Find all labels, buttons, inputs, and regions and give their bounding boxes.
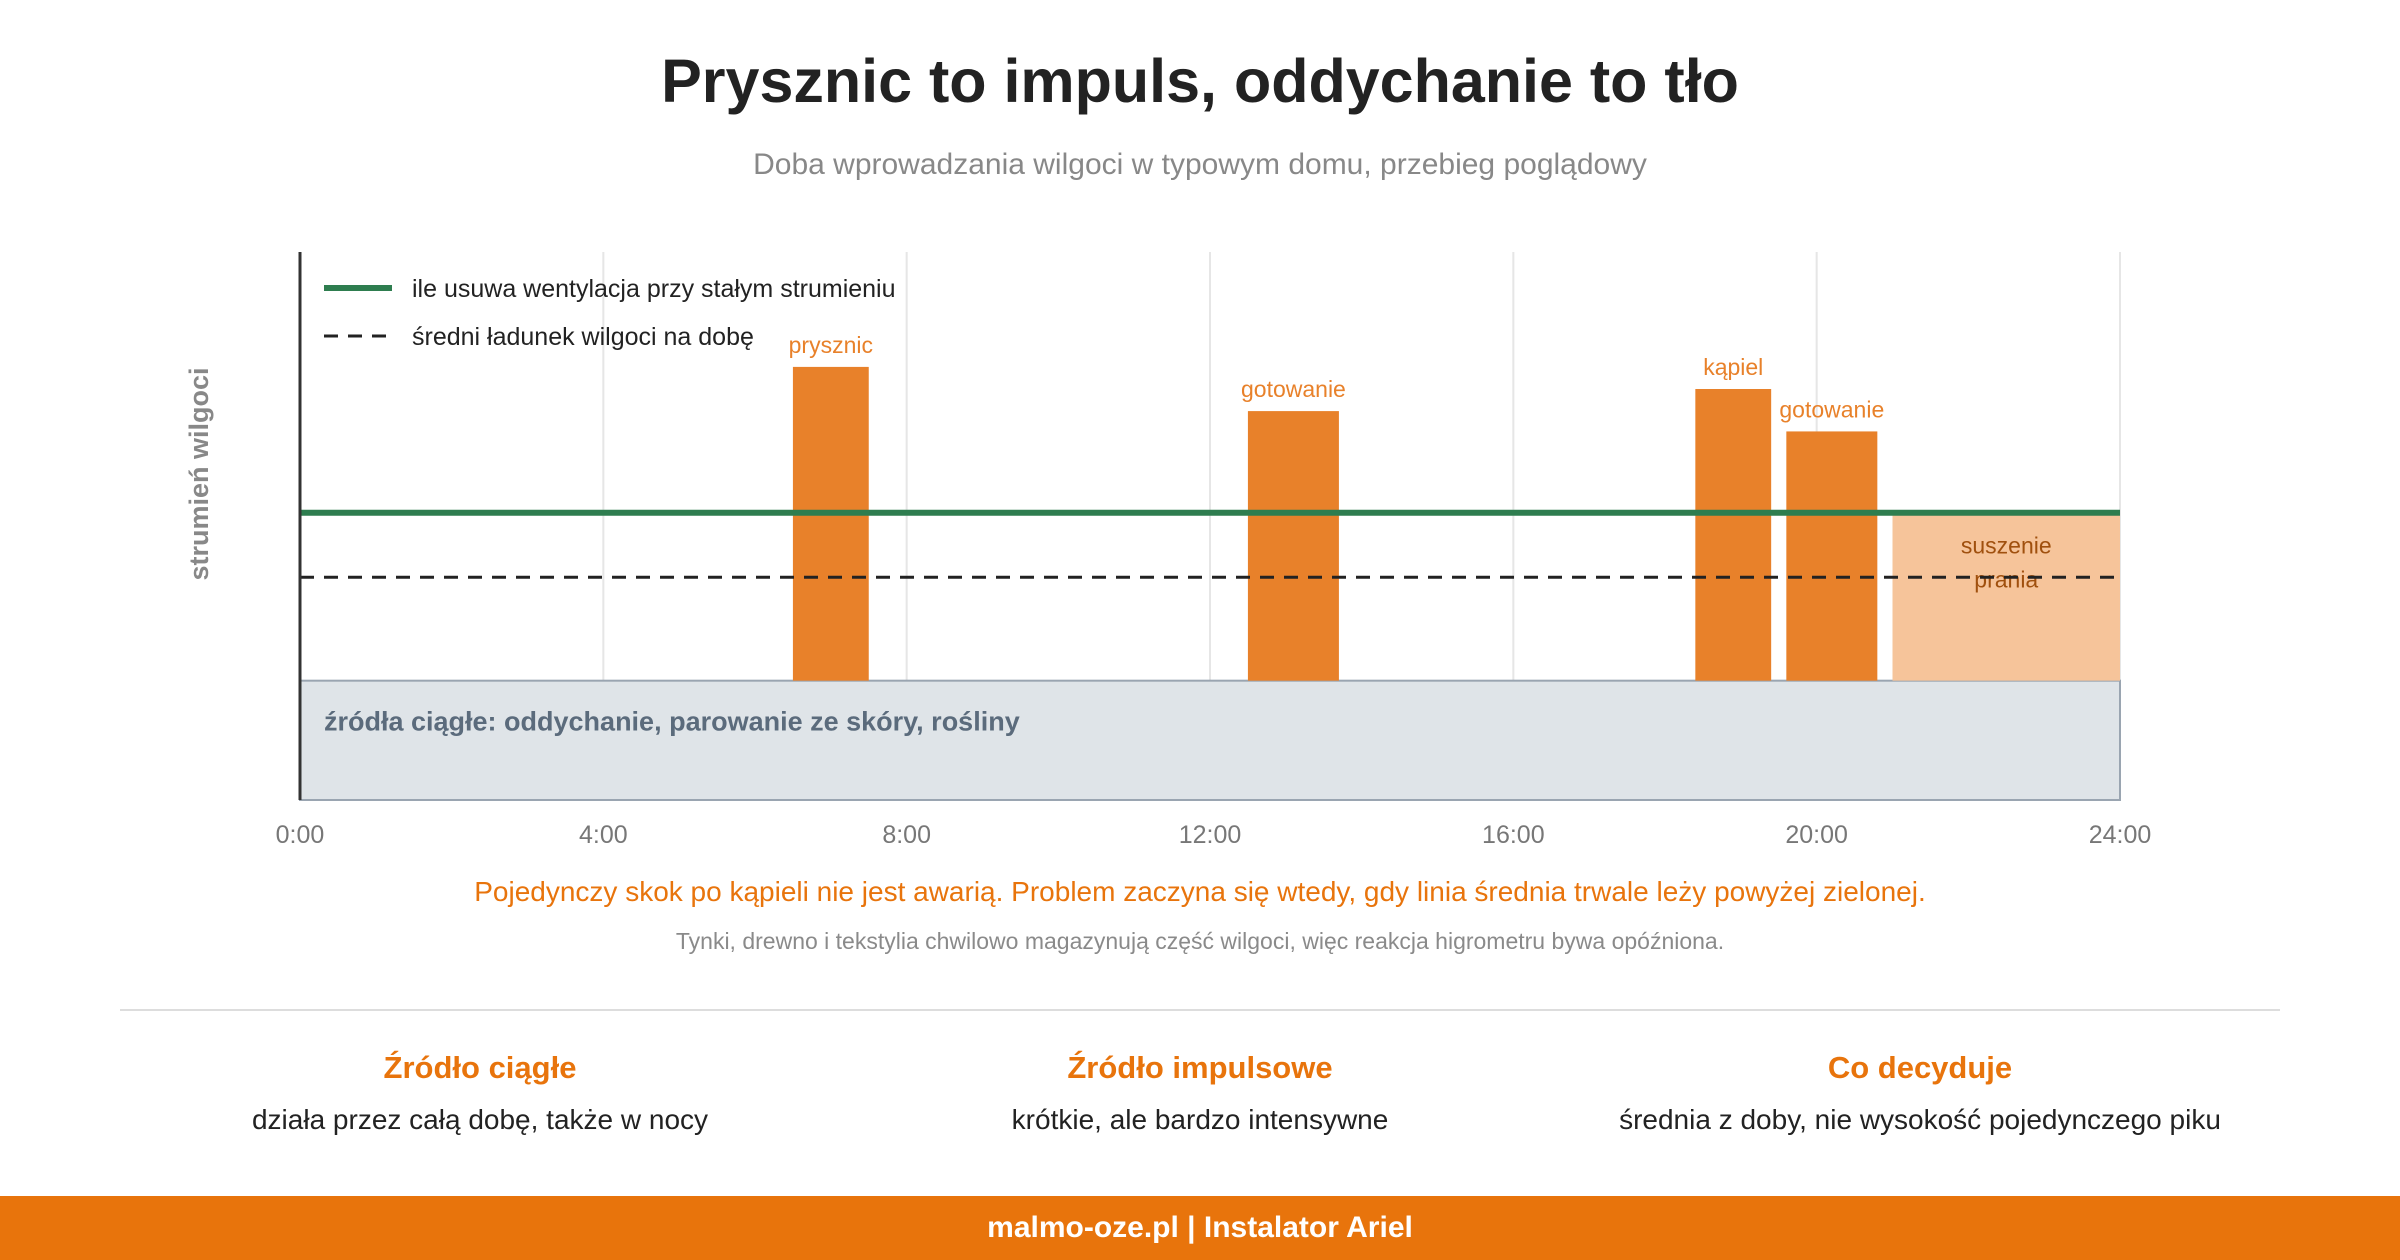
bar-label: prysznic — [788, 331, 874, 358]
footer-text: malmo-oze.pl | Instalator Ariel — [987, 1211, 1413, 1244]
baseline-band — [300, 681, 2120, 800]
bar-kąpiel — [1695, 389, 1771, 681]
x-tick-label: 12:00 — [1178, 821, 1242, 849]
x-tick-label: 16:00 — [1482, 821, 1545, 849]
section-divider — [120, 1009, 2280, 1011]
bar-label: gotowanie — [1779, 396, 1885, 423]
bar-label: gotowanie — [1240, 376, 1346, 403]
x-tick-label: 8:00 — [882, 821, 932, 849]
info-card-continuous — [120, 1050, 840, 1136]
x-tick-label: 0:00 — [275, 821, 325, 849]
bar-gotowanie — [1248, 411, 1339, 681]
info-card-decides — [1560, 1050, 2280, 1136]
info-card-impulse — [840, 1050, 1560, 1136]
footer-bar — [0, 1196, 2400, 1260]
info-card-title: Co decyduje — [1827, 1050, 2013, 1085]
x-tick-label: 20:00 — [1785, 821, 1848, 849]
info-card-title: Źródło impulsowe — [1067, 1050, 1333, 1085]
chart-note-sub: Tynki, drewno i tekstylia chwilowo magazynują część wilgoci, więc reakcja higrometru bywa opóźniona. — [675, 928, 1725, 954]
info-card-title: Źródło ciągłe — [383, 1050, 577, 1085]
chart-subtitle: Doba wprowadzania wilgoci w typowym domu, przebieg poglądowy — [753, 148, 1647, 181]
bar-gotowanie — [1786, 431, 1877, 680]
chart-title: Prysznic to impuls, oddychanie to tło — [661, 47, 1739, 115]
legend-label-average: średni ładunek wilgoci na dobę — [412, 323, 754, 351]
y-axis-label: strumień wilgoci — [184, 367, 214, 581]
info-card-text: średnia z doby, nie wysokość pojedynczego piku — [1619, 1104, 2221, 1135]
info-card-text: działa przez całą dobę, także w nocy — [251, 1104, 709, 1135]
x-tick-label: 4:00 — [578, 821, 628, 849]
legend-label-ventilation: ile usuwa wentylacja przy stałym strumieniu — [412, 275, 896, 303]
x-tick-label: 24:00 — [2088, 821, 2152, 849]
chart-note-main: Pojedynczy skok po kąpieli nie jest awarią. Problem zaczyna się wtedy, gdy linia średnia trwale leży powyżej zielonej. — [474, 876, 1926, 907]
bar-label: kąpiel — [1703, 354, 1764, 380]
baseline-label: źródła ciągłe: oddychanie, parowanie ze skóry, rośliny — [324, 706, 1020, 737]
info-card-text: krótkie, ale bardzo intensywne — [1011, 1104, 1389, 1135]
bar-label: suszenie prania — [1960, 532, 2052, 593]
bar-prysznic — [793, 367, 869, 681]
